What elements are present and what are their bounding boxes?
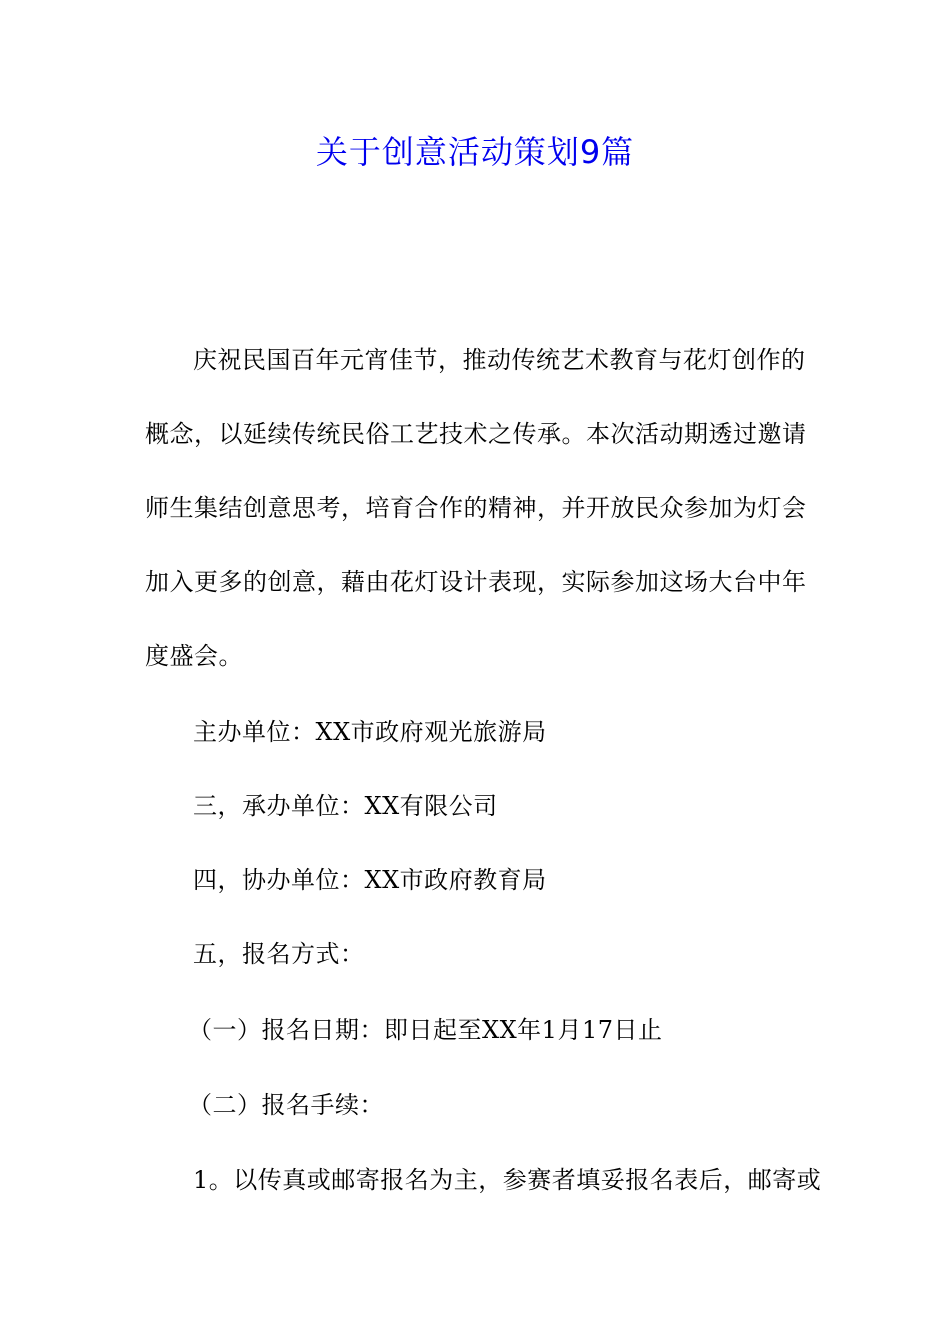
registration-date-line: （一）报名日期：即日起至XX年1月17日止 xyxy=(188,1016,663,1044)
undertaker-line: 三，承办单位：XX有限公司 xyxy=(193,792,498,820)
co-organizer-line: 四，协办单位：XX市政府教育局 xyxy=(193,866,547,894)
registration-procedure-heading: （二）报名手续： xyxy=(188,1091,384,1119)
list-item: 1。以传真或邮寄报名为主，参赛者填妥报名表后，邮寄或 xyxy=(193,1166,822,1194)
registration-method-heading: 五，报名方式： xyxy=(193,940,365,968)
document-title: 关于创意活动策划9篇 xyxy=(315,133,635,171)
organizer-line: 主办单位：XX市政府观光旅游局 xyxy=(193,718,547,746)
intro-paragraph: 庆祝民国百年元宵佳节，推动传统艺术教育与花灯创作的概念，以延续传统民俗工艺技术之传承。本次活动期透过邀请师生集结创意思考，培育合作的精神，并开放民众参加为灯会加入更多的创意，藉由花灯设计表现，实际参加这场大台中年度盛会。 xyxy=(145,346,807,670)
